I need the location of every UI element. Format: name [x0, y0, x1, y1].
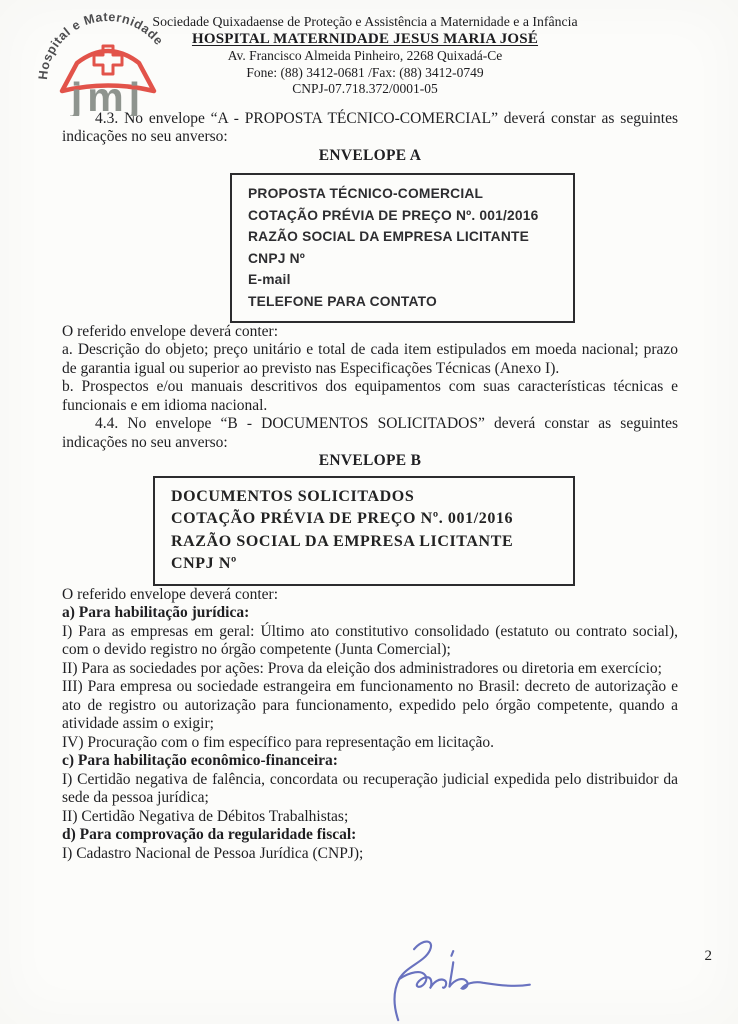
juridica-item: III) Para empresa ou sociedade estrangeira em funcionamento no Brasil: decreto de autorização e ato de registro ou autorização para funcionamento, expedido pelo órgão competente, quando a atividade assim o exigir;	[62, 678, 678, 733]
cnpj-line: CNPJ-07.718.372/0001-05	[292, 81, 438, 96]
hospital-name: HOSPITAL MATERNIDADE JESUS MARIA JOSÉ	[191, 31, 539, 47]
envelope-a-line: RAZÃO SOCIAL DA EMPRESA LICITANTE	[248, 229, 530, 245]
envelope-a-line: E-mail	[248, 272, 291, 288]
envelope-b-box	[153, 476, 575, 586]
fiscal-item: I) Cadastro Nacional de Pessoa Jurídica (CNPJ);	[62, 844, 364, 862]
fiscal-heading: d) Para comprovação da regularidade fiscal:	[62, 826, 357, 844]
item-a: a. Descrição do objeto; preço unitário e total de cada item estipulados em moeda nacional; prazo de garantia igual ou superior ao previsto nas Especificações Técnicas (Anexo I).	[62, 341, 678, 377]
juridica-item: I) Para as empresas em geral: Último ato constitutivo consolidado (estatuto ou contrato social), com o devido registro no órgão competente (Junta Comercial);	[62, 622, 678, 659]
document-body	[62, 110, 678, 864]
hospital-logo	[32, 2, 184, 116]
contents-intro-a: O referido envelope deverá conter:	[62, 322, 279, 340]
handwritten-signature-icon	[372, 938, 542, 1022]
juridica-item: II) Para as sociedades por ações: Prova da eleição dos administradores ou diretoria em exercício;	[62, 659, 662, 677]
juridica-heading: a) Para habilitação jurídica:	[62, 604, 250, 622]
envelope-a-line: CNPJ Nº	[248, 250, 306, 266]
envelope-b-line: DOCUMENTOS SOLICITADOS	[171, 487, 415, 505]
address-line: Av. Francisco Almeida Pinheiro, 2268 Quixadá-Ce	[227, 48, 503, 63]
envelope-b-heading: ENVELOPE B	[318, 452, 422, 470]
signature-scribble	[372, 938, 542, 1022]
envelope-a-box	[230, 173, 575, 323]
item-b: b. Prospectos e/ou manuais descritivos dos equipamentos com suas características técnicas e funcionais e em idioma nacional.	[62, 378, 678, 414]
juridica-item: IV) Procuração com o fim específico para representação em licitação.	[62, 733, 495, 751]
envelope-a-line: TELEFONE PARA CONTATO	[248, 293, 437, 309]
economica-item: I) Certidão negativa de falência, concordata ou recuperação judicial expedida pelo distribuidor da sede da pessoa jurídica;	[62, 770, 678, 807]
clause-4-4: 4.4. No envelope “B - DOCUMENTOS SOLICITADOS” deverá constar as seguintes indicações no seu anverso:	[62, 415, 678, 451]
economica-item: II) Certidão Negativa de Débitos Trabalhistas;	[62, 807, 349, 825]
phone-fax-line: Fone: (88) 3412-0681 /Fax: (88) 3412-0749	[246, 64, 484, 80]
logo-arc-text: Hospital e Maternidade	[35, 9, 167, 81]
logo-acronym: jmj	[70, 74, 146, 116]
envelope-b-line: CNPJ Nº	[171, 555, 237, 573]
envelope-a-heading: ENVELOPE A	[318, 146, 422, 164]
envelope-a-line: PROPOSTA TÉCNICO-COMERCIAL	[248, 186, 484, 201]
contents-intro-b: O referido envelope deverá conter:	[62, 585, 279, 603]
envelope-b-line: RAZÃO SOCIAL DA EMPRESA LICITANTE	[171, 532, 514, 550]
page-number: 2	[704, 948, 712, 964]
envelope-b-line: COTAÇÃO PRÉVIA DE PREÇO Nº. 001/2016	[171, 510, 514, 528]
economica-heading: c) Para habilitação econômico-financeira:	[62, 752, 338, 770]
org-name: Sociedade Quixadaense de Proteção e Assistência a Maternidade e a Infância	[152, 14, 578, 29]
envelope-a-line: COTAÇÃO PRÉVIA DE PREÇO Nº. 001/2016	[248, 207, 539, 223]
clause-4-3: 4.3. No envelope “A - PROPOSTA TÉCNICO-COMERCIAL” deverá constar as seguintes indicações no seu anverso:	[62, 109, 678, 145]
logo-graphic	[32, 2, 184, 116]
